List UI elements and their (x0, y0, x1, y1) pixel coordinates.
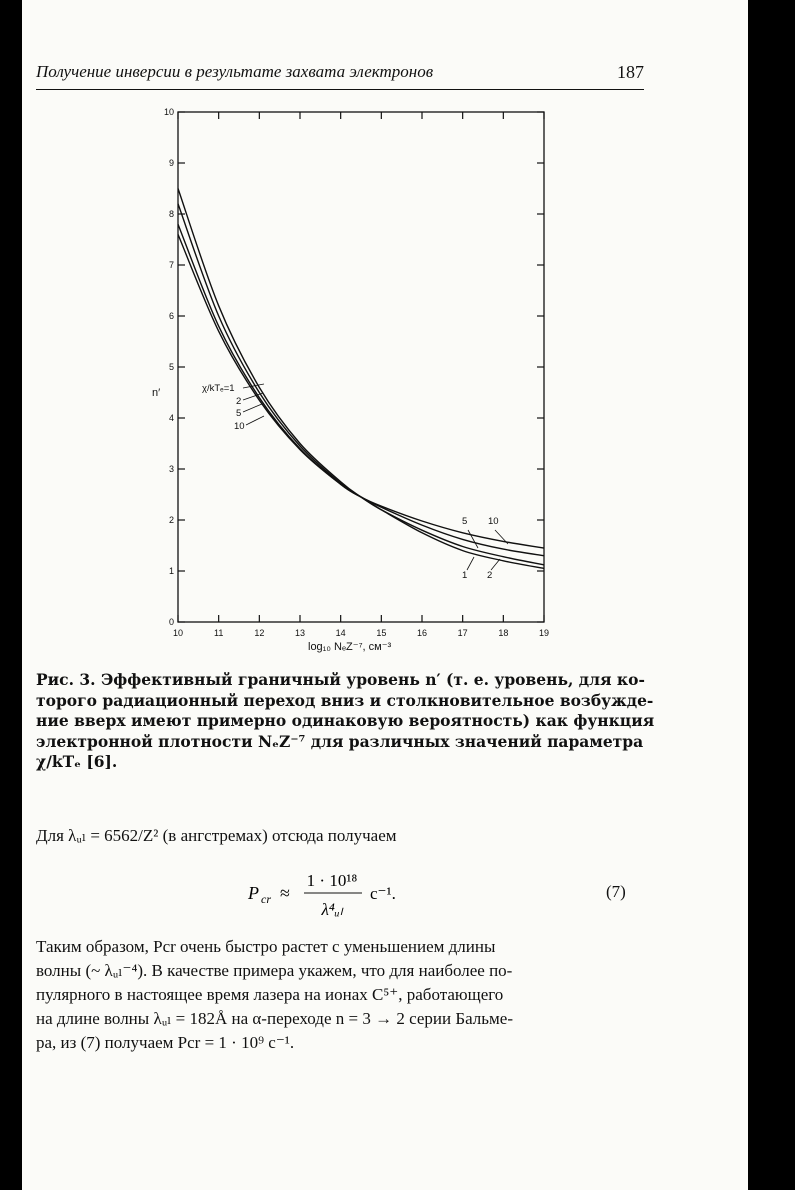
paragraph-line-5: ра, из (7) получаем Pcr = 1 · 10⁹ с⁻¹. (36, 1033, 295, 1052)
header-rule (36, 89, 644, 90)
equation-number: (7) (606, 882, 626, 901)
y-tick-label: 3 (168, 464, 174, 474)
equation-lhs: P (248, 883, 259, 903)
x-tick-label: 10 (172, 628, 184, 638)
caption-text-1: . Эффективный граничный уровень n′ (т. е. уровень, для ко- (90, 670, 645, 689)
leader-bottom-2 (491, 559, 500, 570)
x-tick-label: 12 (254, 628, 265, 638)
x-tick-label: 18 (498, 628, 509, 638)
leader-left-5 (243, 404, 262, 412)
caption-line-1 (36, 670, 645, 691)
y-tick-label: 9 (168, 158, 174, 168)
x-tick-label: 13 (294, 628, 306, 638)
x-tick-label: 11 (213, 628, 224, 638)
curve-label-left-10: 10 (234, 421, 245, 432)
equation-unit: с⁻¹. (370, 884, 396, 903)
leader-top-5 (468, 530, 478, 548)
y-axis-label: n′ (152, 387, 161, 399)
running-header (36, 62, 644, 82)
curve-label-top-5: 5 (462, 516, 468, 527)
paragraph-line-4: на длине волны λᵤₗ = 182Å на α-переходе n = 3 → 2 серии Бальме- (36, 1009, 513, 1028)
x-tick-label: 16 (416, 628, 428, 638)
leader-top-10 (495, 530, 508, 544)
curves (178, 189, 544, 569)
equation-svg (240, 868, 500, 924)
y-tick-label: 6 (168, 311, 174, 321)
paragraph-line-2: волны (~ λᵤₗ⁻⁴). В качестве примера укажем, что для наиболее по- (36, 961, 513, 980)
curve-series-1 (178, 189, 544, 569)
y-tick-label: 0 (168, 617, 174, 627)
caption-line-3: ние вверх имеют примерно одинаковую вероятность) как функция (36, 711, 655, 730)
y-tick-label: 8 (168, 209, 174, 219)
x-tick-label: 15 (376, 628, 387, 638)
page-number: 187 (617, 62, 644, 82)
equation-7 (240, 868, 500, 924)
figure-3 (140, 100, 580, 670)
param-label: χ/kTₑ=1 (202, 383, 235, 394)
y-tick-label: 10 (163, 107, 174, 117)
scan-edge-left (0, 0, 22, 1190)
curve-label-top-10: 10 (488, 516, 499, 527)
y-tick-label: 7 (168, 260, 174, 270)
figure-caption (36, 670, 655, 773)
caption-line-5: χ/kTₑ [6]. (36, 752, 118, 771)
caption-line-2: торого радиационный переход вниз и столкновительное возбужде- (36, 690, 654, 710)
x-tick-label: 19 (538, 628, 550, 638)
running-title: Получение инверсии в результате захвата электронов (36, 62, 434, 81)
y-tick-label: 1 (168, 566, 174, 576)
paragraph-main (36, 935, 642, 1055)
equation-approx: ≈ (280, 883, 290, 903)
curve-label-bottom-1: 1 (462, 570, 468, 581)
curve-label-left-2: 2 (236, 396, 242, 407)
paragraph-line-1: Таким образом, Pcr очень быстро растет с уменьшением длины (36, 937, 496, 956)
x-tick-label: 14 (335, 628, 346, 638)
x-axis-label: log₁₀ NₑZ⁻⁷, см⁻³ (308, 641, 392, 653)
curve-label-bottom-2: 2 (487, 570, 493, 581)
scan-edge-right (748, 0, 795, 1190)
paragraph-intro: Для λᵤₗ = 6562/Z² (в ангстремах) отсюда получаем (36, 826, 397, 845)
equation-denominator: λ⁴ᵤₗ (321, 900, 343, 919)
chart-svg (140, 100, 580, 670)
caption-figure-label: Рис. 3 (36, 670, 91, 689)
leader-left-10 (246, 416, 264, 425)
equation-numerator: 1 · 10¹⁸ (306, 871, 358, 890)
caption-line-4: электронной плотности NₑZ⁻⁷ для различных значений параметра (36, 731, 644, 751)
leader-bottom-1 (467, 557, 474, 570)
x-tick-label: 17 (457, 628, 468, 638)
equation-lhs-sub: cr (261, 892, 271, 906)
y-tick-label: 2 (168, 515, 174, 525)
paragraph-line-3: пулярного в настоящее время лазера на ионах C⁵⁺, работающего (36, 985, 504, 1004)
y-tick-label: 5 (168, 362, 174, 372)
curve-label-left-5: 5 (236, 408, 242, 419)
y-tick-label: 4 (168, 413, 174, 423)
